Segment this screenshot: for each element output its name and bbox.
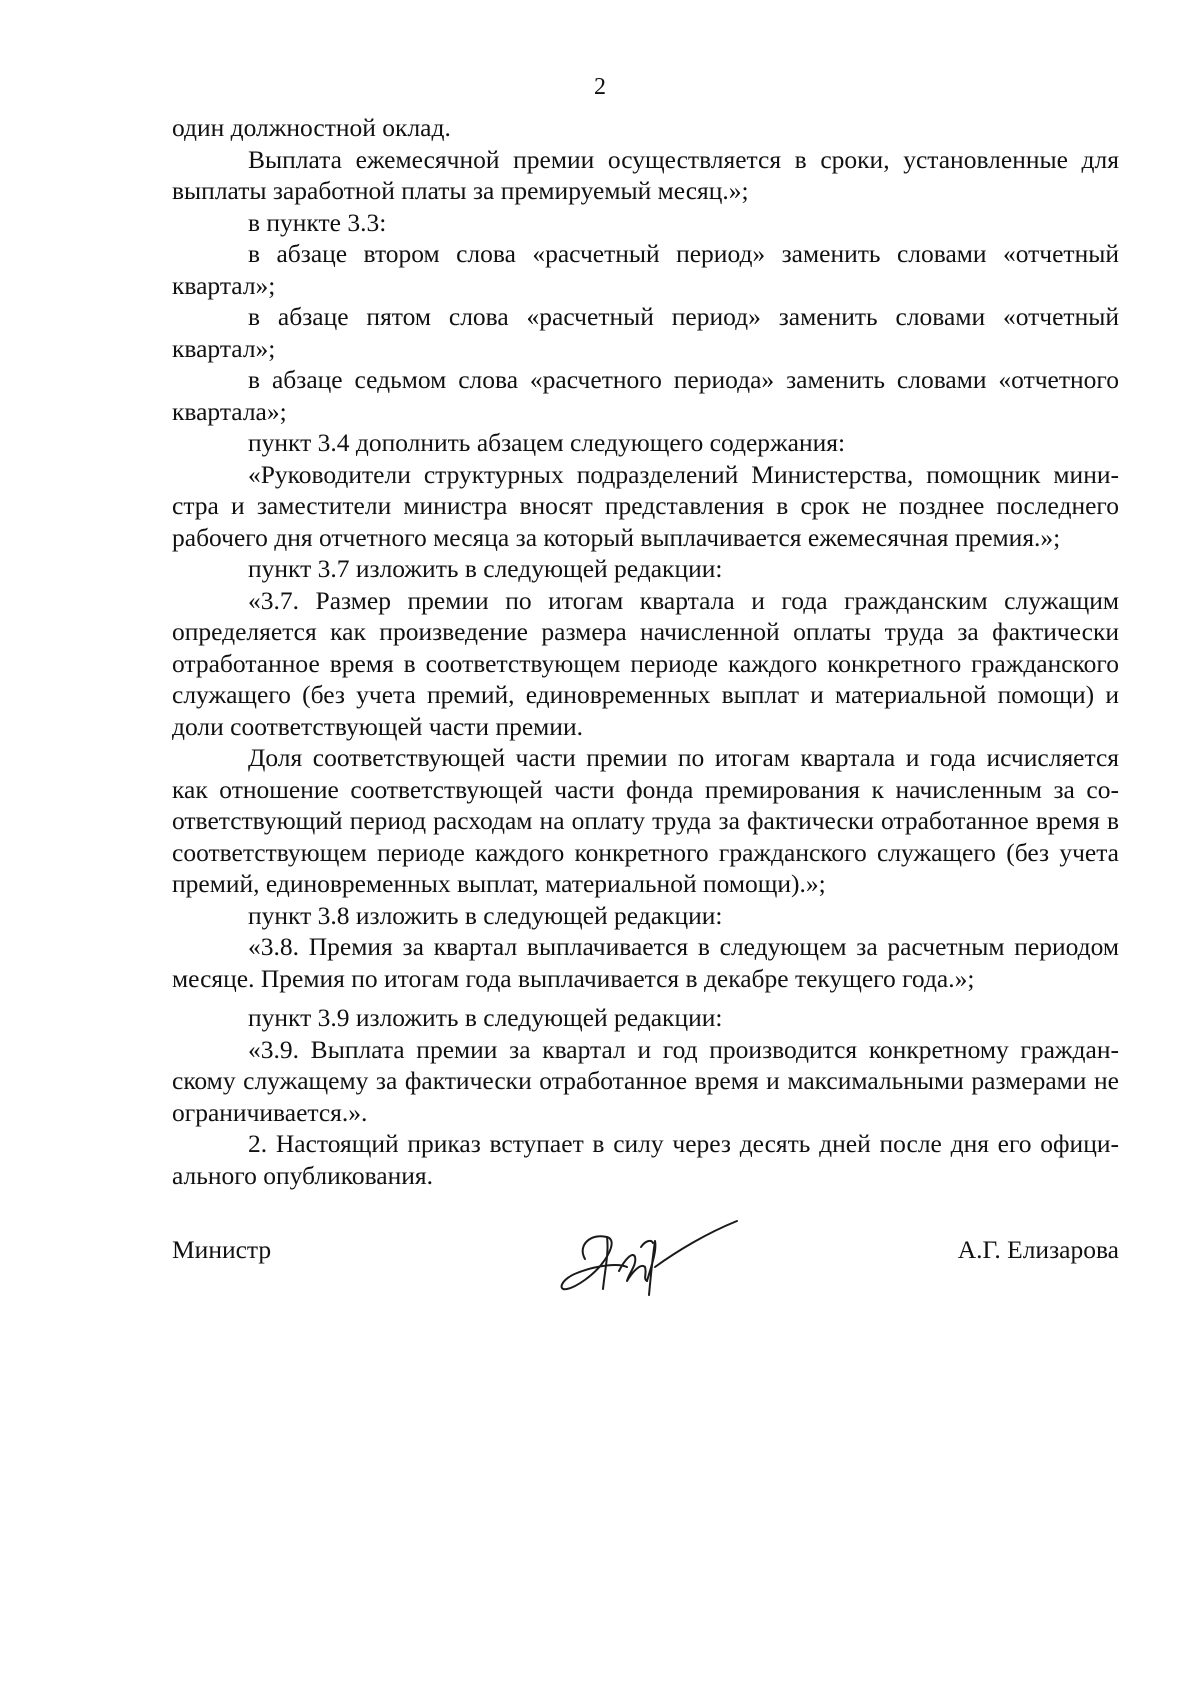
signatory-title: Министр bbox=[172, 1235, 272, 1264]
signatory-name: А.Г. Елизарова bbox=[957, 1235, 1119, 1264]
paragraph-clause-3-3-seventh: в абзаце седьмом слова «расчетного периода» заменить словами «отчетного квартала»; bbox=[172, 365, 1119, 426]
paragraph-clause-3-9-intro: пункт 3.9 изложить в следующей редакции: bbox=[248, 1003, 723, 1032]
paragraph-effective-date: 2. Настоящий приказ вступает в силу через десять дней после дня его официального опубликования. bbox=[172, 1129, 1119, 1190]
paragraph-continuation: один должностной оклад. bbox=[172, 113, 451, 142]
handwritten-signature bbox=[547, 1207, 747, 1317]
paragraph-clause-3-7-intro: пункт 3.7 изложить в следующей редакции: bbox=[248, 554, 723, 583]
paragraph-clause-3-8-text: «3.8. Премия за квартал выплачивается в следующем за расчетным периодом месяце. Премия по итогам года выплачивается в декабре текущего года.»; bbox=[172, 932, 1119, 993]
paragraph-clause-3-7-share: Доля соответствующей части премии по итогам квартала и года исчисляется как отношение соответствующей части фонда премирования к начисленным за соответствующий период расходам на оплату труда за фактически отработанное время в соответствующем периоде каждого конкретного гражданского служащего (без учета премий, единовременных выплат, материальной помощи).»; bbox=[172, 743, 1119, 898]
paragraph-clause-3-3-second: в абзаце втором слова «расчетный период» заменить словами «отчетный квартал»; bbox=[172, 239, 1119, 300]
signature-block bbox=[172, 1207, 1119, 1327]
paragraph-clause-3-7-text: «3.7. Размер премии по итогам квартала и года гражданским служащим определяется как произведение размера начисленной оплаты труда за фактически отработанное время в соответствующем периоде каждого конкретного гражданского служащего (без учета премий, единовременных выплат и материальной помощи) и доли соответствующей части премии. bbox=[172, 585, 1119, 741]
paragraph-clause-3-4-text: «Руководители структурных подразделений Министерства, помощник министра и заместители министра вносят представления в срок не позднее последнего рабочего дня отчетного месяца за который выплачивается ежемесячная премия.»; bbox=[172, 459, 1119, 552]
paragraph-clause-3-4-intro: пункт 3.4 дополнить абзацем следующего содержания: bbox=[248, 428, 846, 457]
paragraph-premium-payment-terms: Выплата ежемесячной премии осуществляется в сроки, установленные для выплаты заработной платы за премируемый месяц.»; bbox=[172, 144, 1119, 205]
paragraph-clause-3-3-intro: в пункте 3.3: bbox=[248, 207, 387, 237]
paragraph-clause-3-3-fifth: в абзаце пятом слова «расчетный период» заменить словами «отчетный квартал»; bbox=[172, 302, 1119, 363]
page-number: 2 bbox=[594, 74, 606, 100]
document-body bbox=[172, 112, 1119, 1191]
paragraph-clause-3-9-text: «3.9. Выплата премии за квартал и год производится конкретному гражданскому служащему за фактически отработанное время и максимальными размерами не ограничивается.». bbox=[172, 1034, 1119, 1127]
paragraph-clause-3-8-intro: пункт 3.8 изложить в следующей редакции: bbox=[248, 900, 723, 930]
